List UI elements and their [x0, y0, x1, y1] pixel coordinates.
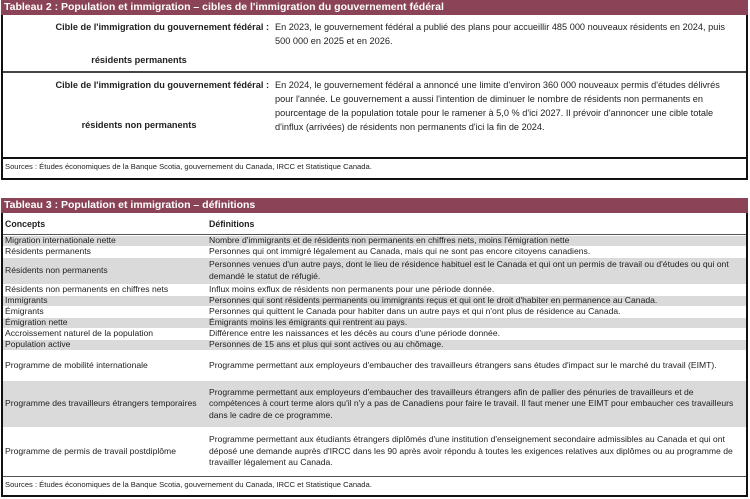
- concept-cell: Émigrants: [5, 306, 44, 317]
- table-2-sources: Sources : Études économiques de la Banque Scotia, gouvernement du Canada, IRCC et Statistique Canada.: [5, 162, 372, 171]
- table-row: [3, 351, 746, 381]
- table-row: [3, 15, 746, 73]
- table-row: [3, 381, 746, 428]
- column-headers: [3, 213, 746, 235]
- definition-cell: Émigrants moins les émigrants qui rentrent au pays.: [209, 317, 408, 328]
- column-header-definitions: Définitions: [209, 218, 255, 229]
- concept-cell: Résidents non permanents: [5, 265, 108, 276]
- table-row: [3, 340, 746, 351]
- row-sublabel: résidents permanents: [91, 55, 187, 65]
- table-2-title: Tableau 2 : Population et immigration – cibles de l'immigration du gouvernement fédéral: [1, 0, 748, 15]
- concept-cell: Programme des travailleurs étrangers temporaires: [5, 398, 197, 409]
- row-text: En 2024, le gouvernement fédéral a annoncé une limite d'environ 360 000 nouveaux permis d'études délivrés pour l'année. Le gouvernement a aussi l'intention de diminuer le nombre de résidents non permanents en pourcentage de la population totale pour le ramener à 5,0 % d'ici 2027. Il prévoir d'annoncer une cible totale d'influx (arrivées) de résidents non permanents d'ici la fin de 2024.: [275, 80, 720, 132]
- table-2: [1, 0, 748, 180]
- definitions-list: [3, 235, 746, 477]
- definition-cell: Programme permettant aux étudiants étrangers diplômés d'une institution d'enseignement secondaire admissibles au Canada et qui ont déposé une demande auprès d'IRCC dans les 90 après avoir répondu à toutes les exigences relatives aux diplômes ou au programme de travailler légalement au Canada.: [209, 434, 733, 468]
- row-label: Cible de l'immigration du gouvernement fédéral :: [55, 22, 269, 32]
- column-header-concepts: Concepts: [5, 218, 46, 229]
- definition-cell: Personnes venues d'un autre pays, dont le lieu de résidence habituel est le Canada et qui ont un permis de travail ou d'études ou qui ont demandé le statut de réfugié.: [209, 259, 729, 281]
- table-3-sources: Sources : Études économiques de la Banque Scotia, gouvernement du Canada, IRCC et Statistique Canada.: [5, 480, 372, 489]
- concept-cell: Programme de mobilité internationale: [5, 359, 148, 370]
- concept-cell: Résidents non permanents en chiffres nets: [5, 284, 169, 295]
- concept-cell: Émigration nette: [5, 317, 68, 328]
- table-row: [3, 428, 746, 476]
- table-row: [3, 247, 746, 258]
- definition-cell: Programme permettant aux employeurs d'embaucher des travailleurs étrangers sans études d'impact sur le marché du travail (EIMT).: [209, 359, 717, 370]
- definition-cell: Personnes qui sont résidents permanents ou immigrants reçus et qui ont le droit d'habiter en permanence au Canada.: [209, 295, 658, 306]
- definition-cell: Personnes de 15 ans et plus qui sont actives ou au chômage.: [209, 339, 444, 350]
- definition-cell: Programme permettant aux employeurs d'embaucher des travailleurs étrangers afin de pallier des pénuries de travailleurs et de compétences à court terme alors qu'il n'y a pas de Canadiens pour faire le travail. Il faut mener une EIMT pour embaucher ces travailleurs dans le cadre de ce programme.: [209, 386, 734, 420]
- concept-cell: Résidents permanents: [5, 246, 91, 257]
- concept-cell: Migration internationale nette: [5, 235, 116, 246]
- definition-cell: Personnes qui quittent le Canada pour habiter dans un autre pays et qui n'ont plus de résidence au Canada.: [209, 306, 621, 317]
- definition-cell: Influx moins exflux de résidents non permanents pour une période donnée.: [209, 284, 495, 295]
- table-row: [3, 258, 746, 285]
- table-row: [3, 73, 746, 159]
- table-3-title: Tableau 3 : Population et immigration – définitions: [1, 198, 748, 213]
- definition-cell: Différence entre les naissances et les décès au cours d'une période donnée.: [209, 328, 500, 339]
- table-3: [1, 198, 748, 497]
- concept-cell: Programme de permis de travail postdiplôme: [5, 445, 176, 456]
- row-label: Cible de l'immigration du gouvernement fédéral :: [55, 80, 269, 90]
- row-text: En 2023, le gouvernement fédéral a publié des plans pour accueillir 485 000 nouveaux résidents en 2024, puis 500 000 en 2025 et en 2026.: [275, 22, 725, 46]
- concept-cell: Immigrants: [5, 295, 48, 306]
- concept-cell: Population active: [5, 339, 71, 350]
- definition-cell: Personnes qui ont immigré légalement au Canada, mais qui ne sont pas encore citoyens canadiens.: [209, 246, 591, 257]
- concept-cell: Accroissement naturel de la population: [5, 328, 154, 339]
- row-sublabel: résidents non permanents: [81, 120, 197, 130]
- definition-cell: Nombre d'immigrants et de résidents non permanents en chiffres nets, moins l'émigration nette: [209, 235, 570, 246]
